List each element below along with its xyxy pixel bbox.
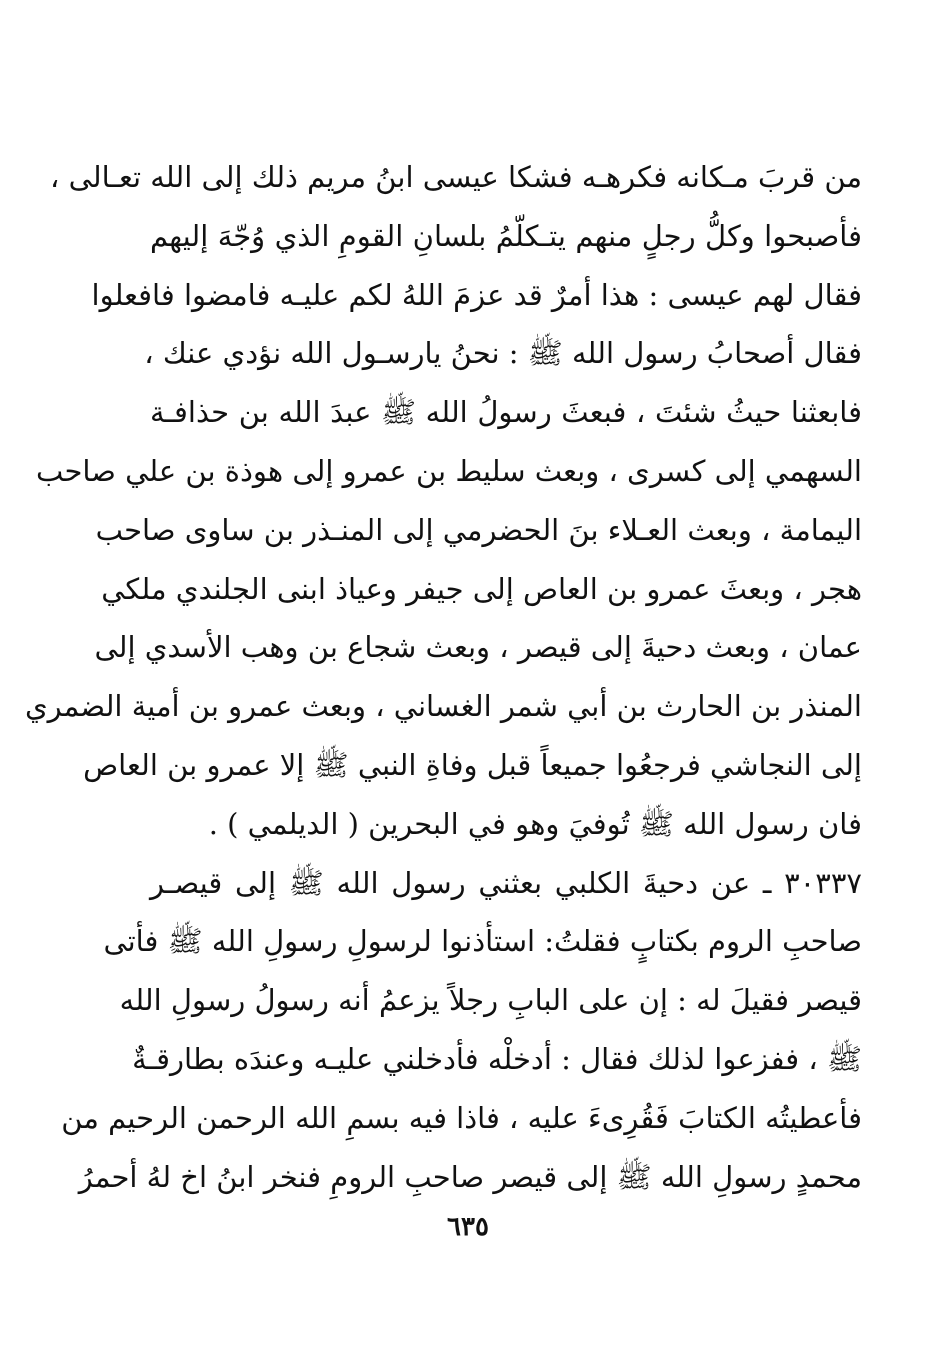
text-line: ﷺ ، ففزعوا لذلك فقال : أدخلْه فأدخلني عليـه وعندَه بطارقـةٌ xyxy=(132,1041,862,1076)
text-line: فقال لهم عيسى : هذا أمرٌ قد عزمَ اللهُ لكم عليـه فامضوا فافعلوا xyxy=(91,277,862,312)
hadith-number-line: ٣٠٣٣٧ ـ عن دحيةَ الكلبي بعثني رسول الله ﷺ إلى قيصـر xyxy=(150,865,862,900)
text-line: صاحبِ الروم بكتابٍ فقلتُ: استأذنوا لرسولِ رسولِ الله ﷺ فأتى xyxy=(103,924,862,959)
text-line: المنذر بن الحارث بن أبي شمر الغساني ، وبعث عمرو بن أمية الضمري xyxy=(24,689,862,724)
text-line: فقال أصحابُ رسول الله ﷺ : نحنُ يارسـول الله نؤدي عنك ، xyxy=(144,336,862,371)
text-line: فابعثنا حيثُ شئتَ ، فبعثَ رسولُ الله ﷺ عبدَ الله بن حذافـة xyxy=(150,395,862,430)
text-line: هجر ، وبعثَ عمرو بن العاص إلى جيفر وعياذ ابنى الجلندي ملكي xyxy=(101,571,862,606)
text-line: فان رسول الله ﷺ تُوفيَ وهو في البحرين ( الديلمي ) . xyxy=(208,806,862,841)
text-line: اليمامة ، وبعث العـلاء بنَ الحضرمي إلى المنـذر بن ساوى صاحب xyxy=(95,512,862,547)
text-line: فأصبحوا وكلُّ رجلٍ منهم يتـكلّمُ بلسانِ القومِ الذي وُجّهَ إليهم xyxy=(150,218,862,253)
text-line: محمدٍ رسولِ الله ﷺ إلى قيصر صاحبِ الرومِ فنخر ابنُ اخ لهُ أحمرُ xyxy=(78,1159,862,1194)
text-line: قيصر فقيلَ له : إن على البابِ رجلاً يزعمُ أنه رسولُ رسولِ الله xyxy=(119,983,862,1018)
text-line: إلى النجاشي فرجعُوا جميعاً قبل وفاةِ النبي ﷺ إلا عمرو بن العاص xyxy=(83,747,862,782)
text-line: عمان ، وبعث دحيةَ إلى قيصر ، وبعث شجاع بن وهب الأسدي إلى xyxy=(94,630,862,665)
page-number: ٦٣٥ xyxy=(447,1212,489,1242)
page-body-text xyxy=(24,148,862,1206)
text-line: السهمي إلى كسرى ، وبعث سليط بن عمرو إلى هوذة بن علي صاحب xyxy=(36,453,862,488)
text-line: فأعطيتُه الكتابَ فَقُرِىءَ عليه ، فاذا فيه بسمِ الله الرحمن الرحيم من xyxy=(61,1100,862,1135)
text-line: من قربَ مـكانه فكرهـه فشكا عيسى ابنُ مريم ذلك إلى الله تعـالى ، xyxy=(50,160,862,194)
